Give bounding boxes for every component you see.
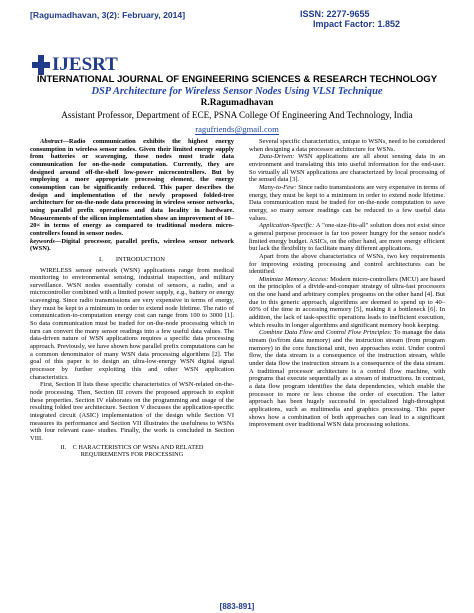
run-in-heading: Many-to-Few: (259, 183, 297, 191)
abstract-text: —Radio communication exhibits the highest energy consumption in wireless sensor nodes. Given their limited energy supply from batteries or scavenging, these nodes must trade data communication for on-the-node computation. Currently, they are designed around off-the-shelf low-power microcontrollers. But by employing a more appropriate processing element, the energy consumption can be significantly reduced. This paper describes the design and implementation of the newly proposed folded-tree architecture for on-the-node data processing in wireless sensor networks, using parallel prefix operations and data locality in hardware. Measurements of the silicon implementation show an improvement of 10–20× in terms of energy as compared to traditional modern micro-controllers found in sensor nodes. (30, 138, 234, 237)
body-paragraph (249, 276, 445, 330)
impact-factor: Impact Factor: 1.852 (313, 19, 401, 29)
intro-paragraph: WIRELESS sensor network (WSN) applications range from medical monitoring to environmental sensing, industrial inspection, and military surveillance. WSN nodes essentially consist of sensors, a radio, and a microcontroller combined with a limited power supply, e.g., battery or energy scavenging. Since radio transmissions are very expensive in terms of energy, they must be kept to a minimum in order to extend node lifetime. The ratio of communication-to-computation energy cost can range from 100 to 3000 [1]. So data communication must be traded for on-the-node processing which in turn can convert the many sensor readings into a few useful data values. The data-driven nature of WSN applications requires a specific data processing approach. Previously, we have shown how parallel prefix computations can be a common denominator of many WSN data processing algorithms [2]. The goal of this paper is to design an ultra-low-energy WSN digital signal processor by further exploiting this and other WSN application characteristics. (30, 266, 234, 381)
body-paragraph: Several specific characteristics, unique to WSNs, need to be considered when designing a data processor architecture for WSNs. (249, 138, 445, 153)
body-paragraph (249, 153, 445, 184)
keywords (30, 238, 234, 253)
run-in-heading: Combine Data Flow and Control Flow Principles: (259, 329, 392, 337)
section-heading-characteristics (30, 444, 234, 459)
body-paragraph (249, 329, 445, 429)
left-column (30, 138, 234, 459)
section-heading-line: REQUIREMENTS FOR PROCESSING (80, 451, 184, 459)
paragraph-text: To manage the data stream (to/from data memory) and the instruction stream (from program memory) in the core functional unit, two approaches exist. Under control flow, the data stream is a consequence of the instruction stream, while under data flow the instruction stream is a consequence of the data stream. A traditional processor architecture is a control flow machine, with programs that execute sequentially as a stream of instructions. In contrast, a data flow program identifies the data dependencies, which enable the processor to more or less choose the order of execution. The latter approach has been hugely successful in specialized high-throughput applications, such as multimedia and graphics processing. This paper shows how a combination of both approaches can lead to a significant improvement over traditional WSN data processing solutions. (249, 329, 445, 429)
running-header: [Ragumadhavan, 3(2): February, 2014] (30, 10, 186, 20)
abstract (30, 138, 234, 238)
abstract-label: Abstract (40, 138, 63, 145)
run-in-heading: Data-Driven: (259, 153, 295, 161)
author-email[interactable] (30, 124, 444, 134)
run-in-heading: Minimize Memory Access: (259, 275, 329, 283)
issn: ISSN: 2277-9655 (300, 9, 370, 19)
email-link[interactable]: ragufriends@gmail.com (195, 124, 279, 134)
issn-block (300, 9, 400, 29)
paragraph-text: WSN applications are all about sensing data in an environment and translating this into useful information for the end-user. So virtually all WSN applications are characterized by local processing of the sensed data [3]. (249, 153, 445, 184)
section-heading-introduction: I. INTRODUCTION (99, 255, 165, 263)
intro-paragraph: First, Section II lists these specific characteristics of WSN-related on-the-node processing. Then, Section III covers the proposed approach to exploit these properties. Section IV elaborates on the programming and usage of the resulting folded tree architecture. Section V discusses the application-specific integrated circuit (ASIC) implementation of the design while Section VI measures its performance and Section VII illustrates the usefulness to WSNs with four relevant case- studies. Finally, the work is concluded in Section VIII. (30, 381, 234, 442)
body-paragraph: Apart from the above characteristics of WSNs, two key requirements for improving existing processing and control architectures can be identified. (249, 252, 445, 276)
author-name: R.Ragumadhavan (200, 98, 274, 108)
section-heading-line: II. C HARACTERISTICS OF WSNs AND RELATED (60, 443, 204, 451)
paper-title: DSP Architecture for Wireless Sensor Nodes Using VLSI Technique (91, 86, 383, 97)
paragraph-text: A "one-size-fits-all" solution does not exist since a general purpose processor is far too power hungry for the sensor node's limited energy budget. ASICs, on the other hand, are more energy efficient but lack the flexibility to facilitate many different applications. (249, 222, 445, 253)
author-affiliation: Assistant Professor, Department of ECE, PSNA College Of Engineering And Technology, India (61, 110, 413, 120)
paragraph-text: Modern micro-controllers (MCU) are based on the principles of a divide-and-conquer strategy of ultra-fast processors on the one hand and arbitrary complex programs on the other hand [4]. But due to this generic approach, algorithms are deemed to spend up to 40–60% of the time in accessing memory [5], making it a bottleneck [6]. In addition, the lack of task-specific operations leads to inefficient execution, which results in longer algorithms and significant memory book keeping. (249, 275, 445, 329)
keywords-text: —Digital processor, parallel prefix, wireless sensor network (WSN). (30, 237, 234, 253)
journal-logo (31, 54, 118, 76)
paragraph-text: Since radio transmissions are very expensive in terms of energy, they must be kept to a minimum in order to extend node lifetime. Data communication must be traded for on-the-node computation to save energy, so many sensor readings can be reduced to a few useful data values. (249, 183, 445, 222)
logo-text: IJESRT (52, 54, 118, 75)
body-paragraph (249, 222, 445, 253)
keywords-label: keywords (30, 237, 55, 245)
right-column (249, 138, 445, 429)
journal-name: INTERNATIONAL JOURNAL OF ENGINEERING SCIENCES & RESEARCH TECHNOLOGY (36, 74, 438, 85)
cross-icon (31, 54, 51, 76)
page-number: [883-891] (219, 602, 255, 611)
run-in-heading: Application-Specific: (259, 222, 315, 230)
body-paragraph (249, 184, 445, 222)
